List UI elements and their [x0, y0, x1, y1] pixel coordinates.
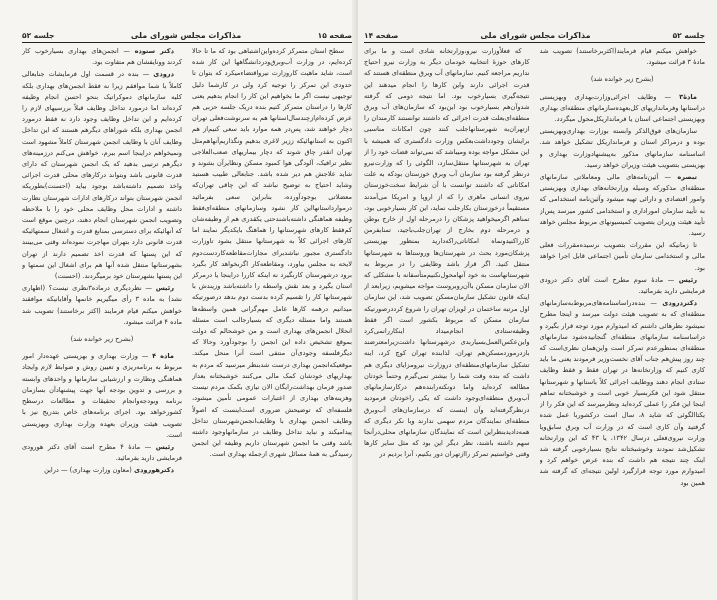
paragraph-text: (بشرح زیر خوانده شد) [70, 335, 134, 344]
speaker-name: ماده ۴ [152, 352, 174, 361]
procedural-note [540, 74, 706, 85]
speaker-name: دکترهورودی [133, 466, 174, 475]
paragraph [540, 126, 706, 171]
paragraph [22, 46, 182, 68]
paragraph-text: که فعلاًوزارت نیرو،وزارتخانه شادی است و ما برای کارهای حوزهٔ انتخابیه خودمان دیگر به وزارت نیرو احتیاج نداریم مراجعه کنیم. سازمانهای آب وبرق منطقه‌ای هستند که قدرت اجرائی دارند واین کارها را انجام میدهند این نتیجه‌گیری بسیارخوب بود. اما نتیجه دومی که گرفته شدوآن‌هم بسیارخوب بود این‌بود که سازمان‌های آب وبرق منطقه‌ای‌بعلت قدرت اجرائی که داشتند توانستند کارمندان را ازتهران‌به شهرستانهاجلب کنند چون امکانات مناسبی برایشان وجودداشت‌بعکس وزارت دادگستری که همیشه با این مشکل مواجه بوده ومیباشد که نمی‌تواند قضات خود را از تهران به شهرستانها منتقل‌سازد، الگوئی را که وزارت‌نیرو درنظر گرفته بود سازمان آب وبرق خوزستان بود‌که به علت امکاناتی که داشتند توانست با آن شرایط سخت‌خوزستان نیروی انسانی ماهری را که از اروپا و امریکا می‌آمدند مستقیماً درخوزستان بکارجلب نماید، این کار بسیارخوبی بود، تمناهم اگرمیخواهید پزشکان را درمرحله اول از خارج بوطن و درمرحله دوم بخارج از تهران‌جلب‌باجید، تمنا‌بفرمن کاررا‌کنیدونماه امکاناتی‌راکه‌دارید بمنظور بهزیستی پزشکان‌مورد بحث در شهرستان‌ها وروستاها به شهرستانها منتقل کنید. اگر قرار باشد وظایفی را در مربوط به شهرستانهاست به خود آنهامحول‌نکنیم‌متأسفانه با مشکلی که الان سازمان مسکن باآن‌روبروست مواجه میشویم، زیرابعد از اینکه قانون تشکیل سازمان‌مسکن تصویب شد، این سازمان اول مرتبه ساختمان در لویزان تهران را شروع کرددرصورتیکه سازمان مسکن که مربوط بکشور است اگر فقط وظیفه‌ستادی انجام‌میداد اینکاررانمی‌کرد واین‌عکس‌العمل‌بسیاربدی درشهرستانها داشت‌زیرامعترضند بازدرمورد‌مسکن‌هم تهران، لذابنده تهران کوچ کرد، اینه تشکیل سازمانهای‌منطقه‌ای دروزارت نیرومزایای دیگری هم داشت که بنده وقت شما را بیشتر نمی‌گیرم وحتماً خودتان مطالعه کرده‌اید واما دونکته‌رابنده‌هم درکارسازمانهای آب‌وبرق منطقه‌ای‌وجود داشت که یکی راخودتان فرمودید درنظرگرفته‌اید وآن اینست که درسازمان‌های آب‌وبرق منطقه‌ای نمایندگان مردم سهمی ندارند وبا نکر دیگری که همه‌دادیدبنظراین است که نمایندگان سازمانهای محلی‌درآنجا سهم داشته باشند، نظر دیگر این بود که مثل سایر کارها وقتی خواستیم تمرکز راازتهران دور بکنیم، آنرا بردیم در [364, 47, 530, 459]
paragraph-text: — بنده در قسمت اول فرمایشات جنابعالی کاملاً با شما موافقم زیرا نه فقط انجمن‌های بهداری بلکه کلیه سازمانهای دموکراتیک بنحو احسن انجام وظیفه کرده‌اند اما درمورد تداخل وظایف قبلاً بررسیهای لازم را کرده‌ایم و این تداخل وظایف وجود دارد نه فقط درمورد انجمن بهداری بلکه شوراهای دیگرهم هستند که این تداخل وظایف آنان با وظایف انجمن شهرستان کاملاً مشهود است ونمیخواهم دراینجا اسم ببرم، خواهش می‌کنم درزمینه‌های دیگرهم ترتیبی بدهید که یک انجمن شهرستان که دارای قدرت قانونی باشد وبتواند درکارهای محلی قدرت اجرائی واخذ تصمیم داشته‌باشد بوجود بیاید (احسنت)بطوریکه انجمن شهرستان بتواند درکارهای ادارات شهرستان نظارت داشته و ادارات محل وظایف محلی خود را با ملاحظه وتصویب انجمن شهرستان انجام دهند، درچنین موقع است که آنهائیکه برای دسترسی بمنابع قدرت و اشغال سمتهائیکه قدرت قانونی دارد بتهران مهاجرت نموده‌اند وقتی می‌بینند که این پستها که قدرت اخذ تصمیم دارند از تهران بشهرستانها منتقل شده آنها هم برای اشغال این سمتها و این پستها بشهرستان خود برمیگردند. (احسنت) [22, 70, 182, 281]
paragraph-text: — آئین‌نامه‌های مالی ومعاملاتی سازمانهای منطقه‌ای مذکورکه وسیله وزارتخانه‌های بهداری وبهزیستی وامور اقتصادی و دارائی تهیه میشود وآئین‌نامه استخدامی که به تأیید سازمان اموراداری و استخدامی کشور میرسد پس‌از تأیید هیئت وزیران بتصویب کمیسیونهای مربوط مجلس خواهد رسید. [539, 173, 705, 238]
paragraph [540, 92, 706, 126]
paragraph-text: (معاون وزارت بهداری) — دراین [44, 466, 134, 475]
paragraph [192, 46, 352, 461]
paragraph [540, 46, 706, 68]
paragraph-text: سطح استان متمرکز کرده‌واین‌اشتباهی بود که ما تا حالا کرده‌ایم، در وزارت آب‌وبرق‌ودردانشگاهها این کار شده است، شاید ماهیت کاروزارت نیرواقتضاءمیکرد که بتوان تا حدودی این تمرکز را توجیه کرد ولی در کارشما دلیل توجیهی نیست اگر ما بخواهیم این کار را انجام بدهیم یعنی کارها را دراستان متمرکز کنیم بنده دریک جلسه حزبی هم عرض کرده‌ام‌ازچندسال‌استانها هم به سرنوشت‌فعلی تهران دچار خواهند شد، پس‌در همه موارد باید سعی کنیم‌از هم اکنون به استانهائیکه ززیر لاغری بدهیم ونگذاریم‌آنهاهم‌مثل تهران انقدر چاق شوند که دچار بیماریهای صعب‌العلاجی نظیر ترافیک، آلودگی هوا کمبود مسکن ونظایرآن بشوند و شاید علاجش هم دیر شده باشد. جنابعالی طبیب هستید وشاید احتیاج به توضیح نباشد که این چاقی تهران‌که معضلاتی بوجودآورده، بنابراین سعی بفرمائید درموارداستانهااین کار نشود وسازمانهای منطقه‌ای‌فقط وظیفه هماهنگی داشته‌باشندحتی یکقدری هم از وظیفه‌شان کم‌فقط کارهای شهرستانها را هماهنگ بایکدیگر نمایند اما کارهای اجرائی کلاً به شهرستانها منتقل بشود تاوزارت دادگستری مجبور نباشدبرای مجازات‌مقاطعه‌کاردست‌دوم لایحه به مجلس بیاورد، ومقاطعه‌کار اگربخواهد کار بگیرد برود درشهرستان کاربگیرد نه اینکه کاررا دراینجا یا درمرکز استان بگیرد و بعد نقش واسطه را داشته‌باشد وزیندش با شهرستانها کار را تقسیم کرده بدست دوم بدهد درصورتیکه میدانیم درهمه کارها عامل مهم‌گرانی همین واسطه‌ها هستند واما مسئله دیگری که بسیارجالب است مسئله انحلال انجمن‌های بهداری است و من خوشحالم که دولت بموقع تشخیص داده این انجمن را بوجودآورد وحالا که دیگرفلسفه وجودی‌آن منتفی است آنرا منحل میکند. موقعیکه‌انجمن بهداری درست شد‌بنظر میرسید که مردم به بهداریهای خودشان کمک مالی می‌کنند خوشبختانه بعداز صدور فرمان بهداشت‌رایگان الان نیازی بکمک مردم نیست وهزینه‌های بهداری از اعتبارات عمومی تأمین میشود، فلسفه‌ای که توضیحش ضروری است‌اینست که اصولاً وظایف انجمن بهداری با وظایف‌انجمن‌شهرستان تداخل پیدامیکند و نباید تداخل وظایف در سازمانهاوجود داشته باشد وقتی ما انجمن شهرستان داریم وظیفه این انجمن رسیدگی به همهٔ مسائل شهری ازجمله بهداری است. [192, 47, 352, 459]
left-page-columns [22, 46, 352, 590]
speaker-name: مادهٔ۳ [679, 92, 697, 101]
speaker-name: رئیس [155, 284, 175, 293]
paragraph [540, 275, 706, 297]
paragraph [22, 351, 182, 441]
paragraph-text: — مادهٔ ۴ مطرح است آقای دکتر هورودی فرمایشی دارید بفرمائید. [22, 442, 182, 463]
left-page-column-right [192, 46, 352, 590]
speaker-name: دکتر ستوده [134, 47, 174, 55]
right-page-column-right [540, 46, 706, 590]
left-page-header [22, 26, 352, 43]
speaker-name: رئیس [155, 442, 174, 451]
right-page-columns [364, 46, 705, 590]
paragraph [540, 172, 706, 239]
paragraph-text: — نظردیگری درماده۳نظری نیست؟ (اظهاری نشد) به ماده ۳ رأی میگیریم خانمها وآقایانیکه موافقند خواهش میکنم قیام فرمایند (اکثر برخاستند) تصویب شد ماده ۴ قرائت میشود. [22, 284, 182, 326]
paragraph [364, 46, 530, 461]
right-page [358, 0, 717, 600]
publication-title: مذاکرات مجلس شورای ملی [130, 31, 242, 40]
speaker-name: درودی [153, 70, 174, 79]
speaker-name: دکتردرودی [662, 299, 697, 308]
speaker-name: تبصره [677, 173, 697, 182]
speaker-name: رئیس [678, 275, 697, 284]
left-page-column-left [22, 46, 182, 590]
paragraph [22, 283, 182, 328]
paragraph [540, 298, 706, 488]
paragraph-text: — مادهٔ سوم مطرح است آقای دکتر درودی فرمایشی دارید بفرمائید. [539, 275, 705, 296]
left-page [0, 0, 358, 600]
page-number: صفحه ۱۴ [364, 31, 399, 40]
paragraph [22, 465, 182, 476]
paragraph-text: (بشرح زیر خوانده شد) [590, 75, 654, 84]
paragraph [540, 240, 706, 274]
paragraph-text: — بنده‌دراساسنامه‌های‌مربوط‌به‌سازمانهای منطقه‌ای که به تصویب هیئت دولت میرسد و اینجا مطرح نمیشود نظرهائی داشتم که امیدوارم مورد توجه قرار بگیرد و دراساسنامه سازمانهای منطقه‌ای گنجانیده‌شود سازمانهای منطقه‌ای بمنظورعدم تمرکز است واین‌همان نظری‌است که چند روز پیش‌هم جناب آقای نخست‌وزیر فرمودند یعنی ما باید کاری کنیم که وزارتخانه‌ها در تهران فقط و فقط وظایف ستادی انجام دهند ووظایف اجرائی کلاً باستانها و شهرستانها منتقل شود این فکربسیار خوبی است و خوشبختانه تماهم اینجا این فکر را عملی کرده‌اید ونظرمیرسد که این فکر را از یکتاالگوئی که شاید ۸، سال است درکشوربا عمل شده گرفتید وآن کاری است که در وزارت آب وبرق سابق‌ویا وزارت نیروی‌فعلی درسال ۱۳۴۲، یا ۴۳ که این وزارتخانه تشکیل‌شد نمودند وخوشبختانه نتایج بسیارخوبی گرفته شد اینک چند نتیجه هم داشت که بنده عرض خواهم کرد و امیدوارم مورد توجه قرارگیرد اولین نتیجه‌ای که گرفته شد همین بود [539, 299, 705, 487]
page-number: صفحه ۱۵ [317, 31, 352, 40]
procedural-note [22, 334, 182, 345]
paragraph [22, 442, 182, 464]
paragraph [22, 69, 182, 282]
right-page-column-left [364, 46, 530, 590]
paragraph-text: — وزارت بهداری و بهزیستی عهده‌دار امور مربوط به برنامه‌ریزی و تعیین روش و ضوابط لازم وایجاد هماهنگی ونظارت و ارزشیابی سازمانها و واحدهای وابسته و بررسی و تدوین بودجه آنها جهت پیشنهادآن بسازمان برنامه وبودجه‌وانجام تحقیقات و مطالعات درسطح کشورخواهد بود. اجرای برنامه‌های خاص بتدریج نیز با تصویب هیئت وزیران بعهده وزارت بهداری وبهزیستی است. [22, 352, 182, 439]
paragraph-text: — انجمن‌های بهداری بسیارخوب کار کردند وونایفشان هم متفاوت بود. [22, 47, 182, 67]
paragraph-text: خواهش میکنم قیام فرمایند(اکثربرخاستند) تصویب شد مادهٔ ۳ قرائت میشود. [539, 47, 705, 67]
paragraph-text: — وظایف اجرائی‌وزارت‌بهداری وبهزیستی دراستانها وفرمانداریهای کل‌بعهده‌سازمانهای منطقه‌ای بهداری وبهزیستی اجتماعی استان یا فرمانداریکل‌محول میگردد. [539, 92, 705, 124]
session-number: جلسه ۵۲ [22, 31, 55, 40]
paragraph-text: سازمان‌های فوق‌الذکر وابسته بوزارت بهداری‌وبهزیستی بوده و درمراکز استان و فرمانداریکل تشکیل خواهد شد. اساسنامه سازمانهای مذکور به‌پیشنهادوزارت بهداری و بهزیستی بتصویب هیئت وزیران خواهد رسید. [539, 127, 705, 169]
session-number: جلسه ۵۲ [672, 31, 705, 40]
paragraph-text: تا زمانیکه این مقررات بتصویب نرسیده‌مقررات فعلی مالی و استخدامی سازمان تأمین اجتماعی قابل اجرا خواهد بود. [539, 241, 705, 272]
right-page-header [364, 26, 705, 43]
publication-title: مذاکرات مجلس شورای ملی [480, 31, 591, 40]
